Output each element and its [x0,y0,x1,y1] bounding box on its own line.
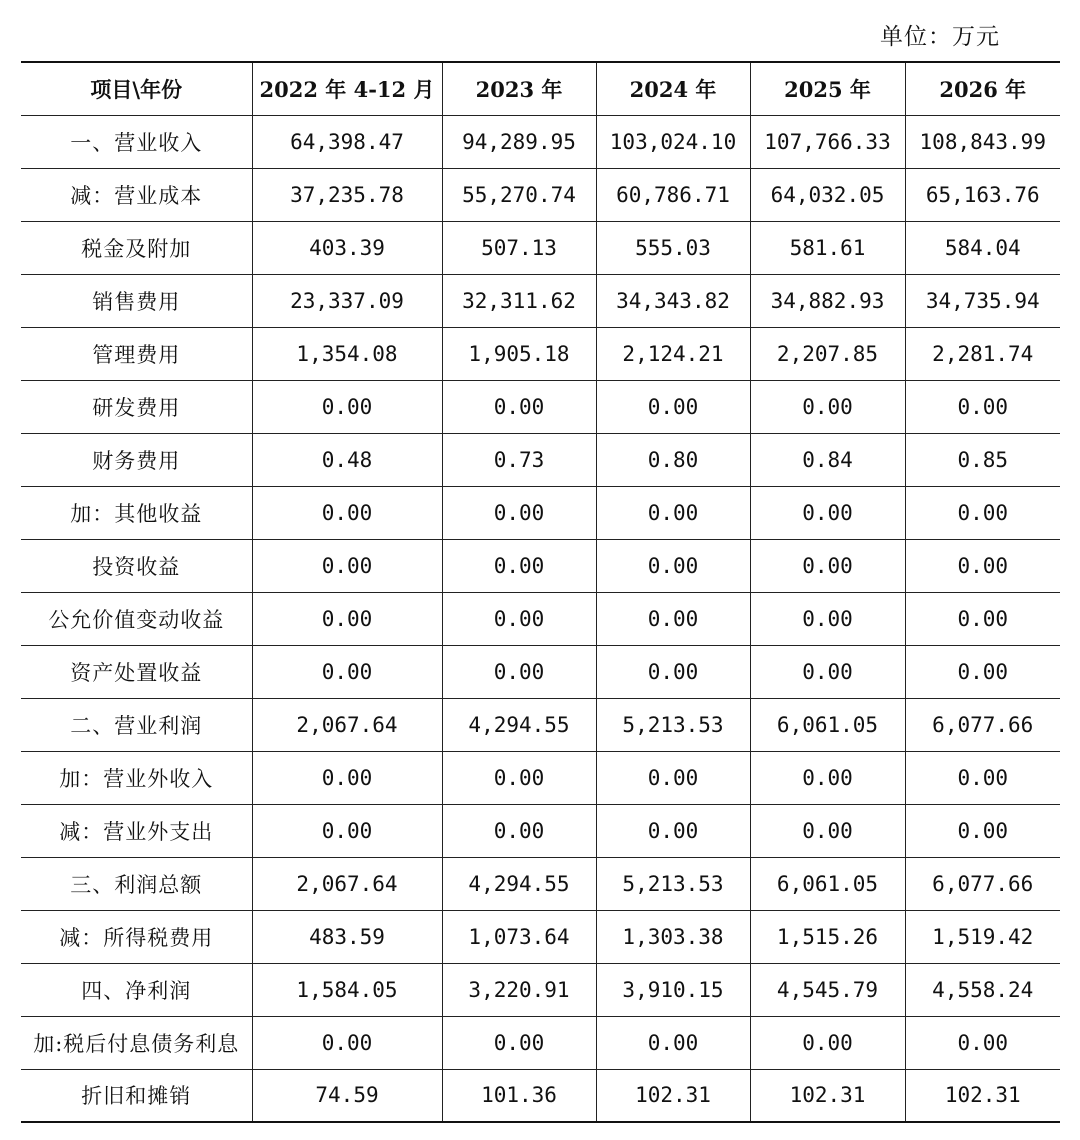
value-cell: 74.59 [252,1069,442,1122]
value-cell: 2,281.74 [905,327,1060,380]
value-cell: 3,910.15 [596,963,750,1016]
table-row [21,380,1060,433]
value-cell: 0.00 [750,380,905,433]
value-cell: 1,519.42 [905,910,1060,963]
row-label: 资产处置收益 [21,645,252,698]
value-cell: 4,558.24 [905,963,1060,1016]
header-cell: 2024 年 [596,62,750,115]
value-cell: 4,294.55 [442,698,596,751]
income-forecast-table [21,61,1060,1123]
value-cell: 1,515.26 [750,910,905,963]
header-cell: 2025 年 [750,62,905,115]
value-cell: 0.48 [252,433,442,486]
value-cell: 0.00 [905,539,1060,592]
value-cell: 2,207.85 [750,327,905,380]
value-cell: 2,067.64 [252,698,442,751]
value-cell: 0.00 [905,804,1060,857]
value-cell: 1,073.64 [442,910,596,963]
value-cell: 581.61 [750,221,905,274]
value-cell: 102.31 [596,1069,750,1122]
value-cell: 0.00 [596,1016,750,1069]
value-cell: 0.00 [252,486,442,539]
value-cell: 2,124.21 [596,327,750,380]
row-label: 税金及附加 [21,221,252,274]
value-cell: 0.00 [442,592,596,645]
value-cell: 0.00 [905,380,1060,433]
value-cell: 0.00 [252,751,442,804]
value-cell: 2,067.64 [252,857,442,910]
value-cell: 107,766.33 [750,115,905,168]
row-label: 折旧和摊销 [21,1069,252,1122]
table-row [21,221,1060,274]
value-cell: 6,061.05 [750,857,905,910]
table-row [21,168,1060,221]
value-cell: 4,545.79 [750,963,905,1016]
value-cell: 0.00 [252,380,442,433]
table-row [21,274,1060,327]
value-cell: 0.00 [596,592,750,645]
value-cell: 0.00 [596,804,750,857]
value-cell: 5,213.53 [596,857,750,910]
value-cell: 103,024.10 [596,115,750,168]
table-row [21,645,1060,698]
value-cell: 0.00 [750,645,905,698]
value-cell: 0.00 [596,751,750,804]
header-cell: 2026 年 [905,62,1060,115]
value-cell: 102.31 [750,1069,905,1122]
table-row [21,857,1060,910]
row-label: 减：营业成本 [21,168,252,221]
row-label: 一、营业收入 [21,115,252,168]
value-cell: 64,398.47 [252,115,442,168]
value-cell: 1,584.05 [252,963,442,1016]
value-cell: 0.00 [750,751,905,804]
table-row [21,1069,1060,1122]
value-cell: 34,882.93 [750,274,905,327]
value-cell: 1,354.08 [252,327,442,380]
row-label: 加：其他收益 [21,486,252,539]
value-cell: 60,786.71 [596,168,750,221]
row-label: 研发费用 [21,380,252,433]
header-row [21,62,1060,115]
value-cell: 0.00 [252,539,442,592]
table-row [21,1016,1060,1069]
table-row [21,804,1060,857]
row-label: 财务费用 [21,433,252,486]
value-cell: 0.85 [905,433,1060,486]
value-cell: 0.00 [905,1016,1060,1069]
table-row [21,592,1060,645]
unit-label: 单位：万元 [880,24,1000,50]
value-cell: 0.00 [750,592,905,645]
row-label: 四、净利润 [21,963,252,1016]
value-cell: 584.04 [905,221,1060,274]
value-cell: 0.84 [750,433,905,486]
row-label: 减：营业外支出 [21,804,252,857]
value-cell: 0.00 [442,751,596,804]
value-cell: 0.80 [596,433,750,486]
value-cell: 6,077.66 [905,857,1060,910]
value-cell: 0.00 [252,804,442,857]
value-cell: 0.00 [596,380,750,433]
table-header [21,62,1060,115]
table-row [21,963,1060,1016]
value-cell: 0.00 [596,539,750,592]
value-cell: 101.36 [442,1069,596,1122]
value-cell: 0.00 [442,380,596,433]
value-cell: 0.00 [750,539,905,592]
value-cell: 34,343.82 [596,274,750,327]
row-label: 二、营业利润 [21,698,252,751]
value-cell: 0.00 [252,645,442,698]
value-cell: 64,032.05 [750,168,905,221]
value-cell: 1,905.18 [442,327,596,380]
value-cell: 37,235.78 [252,168,442,221]
value-cell: 34,735.94 [905,274,1060,327]
value-cell: 23,337.09 [252,274,442,327]
value-cell: 32,311.62 [442,274,596,327]
value-cell: 0.00 [596,645,750,698]
table-row [21,115,1060,168]
value-cell: 0.00 [596,486,750,539]
value-cell: 0.00 [750,486,905,539]
value-cell: 4,294.55 [442,857,596,910]
value-cell: 55,270.74 [442,168,596,221]
value-cell: 3,220.91 [442,963,596,1016]
row-label: 公允价值变动收益 [21,592,252,645]
table-row [21,910,1060,963]
value-cell: 0.00 [905,486,1060,539]
table-row [21,698,1060,751]
value-cell: 0.00 [750,1016,905,1069]
value-cell: 0.00 [750,804,905,857]
value-cell: 0.00 [905,645,1060,698]
table-row [21,539,1060,592]
value-cell: 1,303.38 [596,910,750,963]
value-cell: 108,843.99 [905,115,1060,168]
row-label: 销售费用 [21,274,252,327]
value-cell: 0.73 [442,433,596,486]
row-label: 加：营业外收入 [21,751,252,804]
header-cell: 2023 年 [442,62,596,115]
value-cell: 507.13 [442,221,596,274]
value-cell: 6,061.05 [750,698,905,751]
row-label: 减：所得税费用 [21,910,252,963]
table-row [21,327,1060,380]
value-cell: 0.00 [442,539,596,592]
value-cell: 5,213.53 [596,698,750,751]
value-cell: 0.00 [442,645,596,698]
value-cell: 0.00 [442,486,596,539]
row-label: 管理费用 [21,327,252,380]
table-row [21,751,1060,804]
header-cell: 2022 年 4-12 月 [252,62,442,115]
value-cell: 0.00 [252,592,442,645]
table-row [21,486,1060,539]
value-cell: 94,289.95 [442,115,596,168]
value-cell: 0.00 [905,592,1060,645]
header-item-year: 项目\年份 [21,62,252,115]
value-cell: 0.00 [442,1016,596,1069]
value-cell: 65,163.76 [905,168,1060,221]
row-label: 投资收益 [21,539,252,592]
value-cell: 102.31 [905,1069,1060,1122]
value-cell: 0.00 [252,1016,442,1069]
table-body [21,115,1060,1122]
table-row [21,433,1060,486]
value-cell: 403.39 [252,221,442,274]
value-cell: 555.03 [596,221,750,274]
value-cell: 0.00 [442,804,596,857]
value-cell: 6,077.66 [905,698,1060,751]
value-cell: 483.59 [252,910,442,963]
value-cell: 0.00 [905,751,1060,804]
row-label: 加:税后付息债务利息 [21,1016,252,1069]
row-label: 三、利润总额 [21,857,252,910]
